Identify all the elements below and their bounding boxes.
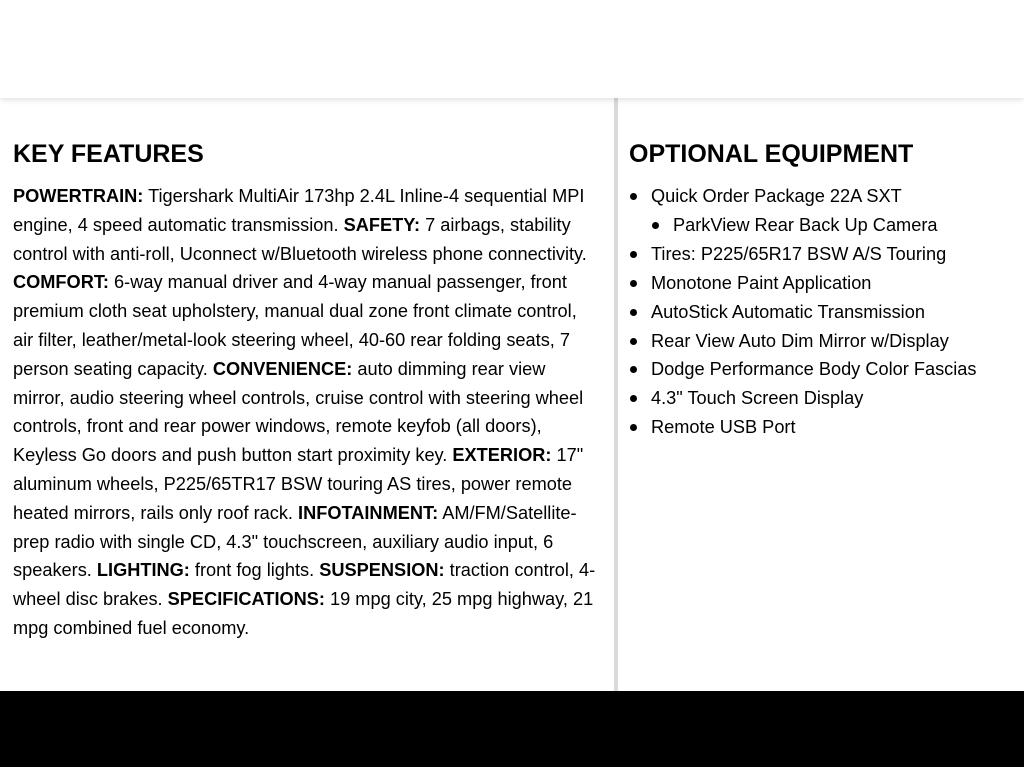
feature-text: Tigershark MultiAir 173hp 2.4L Inline-4 sequential MPI engine, 4 speed automatic transmission.	[13, 186, 585, 235]
feature-text: 7 airbags, stability control with anti-roll, Uconnect w/Bluetooth wireless phone connectivity.	[13, 214, 587, 264]
column-divider	[614, 98, 618, 691]
feature-label: SPECIFICATIONS:	[167, 589, 325, 610]
feature-label: INFOTAINMENT:	[298, 502, 439, 523]
content-area	[0, 98, 1024, 691]
feature-label: LIGHTING:	[96, 560, 190, 581]
feature-text: 6-way manual driver and 4-way manual passenger, front premium cloth seat upholstery, manual dual zone front climate control, air filter, leather/metal-look steering wheel, 40-60 rear folding seats, 7 person seating capacity.	[13, 272, 577, 379]
feature-text: 19 mpg city, 25 mpg highway, 21 mpg combined fuel economy.	[13, 589, 594, 638]
list-item: Monotone Paint Application	[629, 269, 1014, 298]
feature-text: front fog lights.	[189, 560, 320, 581]
list-item: 4.3" Touch Screen Display	[629, 384, 1014, 413]
feature-text: traction control, 4-wheel disc brakes.	[13, 560, 596, 610]
optional-equipment-heading: OPTIONAL EQUIPMENT	[629, 140, 914, 168]
list-item: Quick Order Package 22A SXT	[629, 182, 1014, 211]
header-band	[0, 0, 1024, 98]
feature-text: AM/FM/Satellite-prep radio with single CD, 4.3" touchscreen, auxiliary audio input, 6 speakers.	[13, 502, 577, 581]
feature-label: SAFETY:	[343, 214, 421, 235]
list-item: Rear View Auto Dim Mirror w/Display	[629, 327, 1014, 356]
list-item: Tires: P225/65R17 BSW A/S Touring	[629, 240, 1014, 269]
feature-label: EXTERIOR:	[452, 445, 552, 466]
list-item: Remote USB Port	[629, 413, 1014, 442]
key-features-section	[13, 140, 601, 643]
feature-text: 17" aluminum wheels, P225/65TR17 BSW touring AS tires, power remote heated mirrors, rails only roof rack.	[13, 445, 584, 523]
feature-label: SUSPENSION:	[319, 560, 445, 581]
list-item: Dodge Performance Body Color Fascias	[629, 355, 1014, 384]
feature-label: CONVENIENCE:	[212, 358, 353, 379]
footer-band	[0, 691, 1024, 767]
list-subitem: ParkView Rear Back Up Camera	[629, 211, 1014, 240]
feature-label: COMFORT:	[13, 272, 109, 293]
key-features-text	[13, 182, 601, 643]
optional-equipment-list	[629, 182, 1014, 442]
optional-equipment-section	[629, 140, 1014, 442]
key-features-heading: KEY FEATURES	[13, 140, 204, 168]
feature-text: auto dimming rear view mirror, audio steering wheel controls, cruise control with steering wheel controls, front and rear power windows, remote keyfob (all doors), Keyless Go doors and push button start proximity key.	[13, 358, 584, 466]
feature-label: POWERTRAIN:	[13, 186, 144, 206]
list-item: AutoStick Automatic Transmission	[629, 298, 1014, 327]
